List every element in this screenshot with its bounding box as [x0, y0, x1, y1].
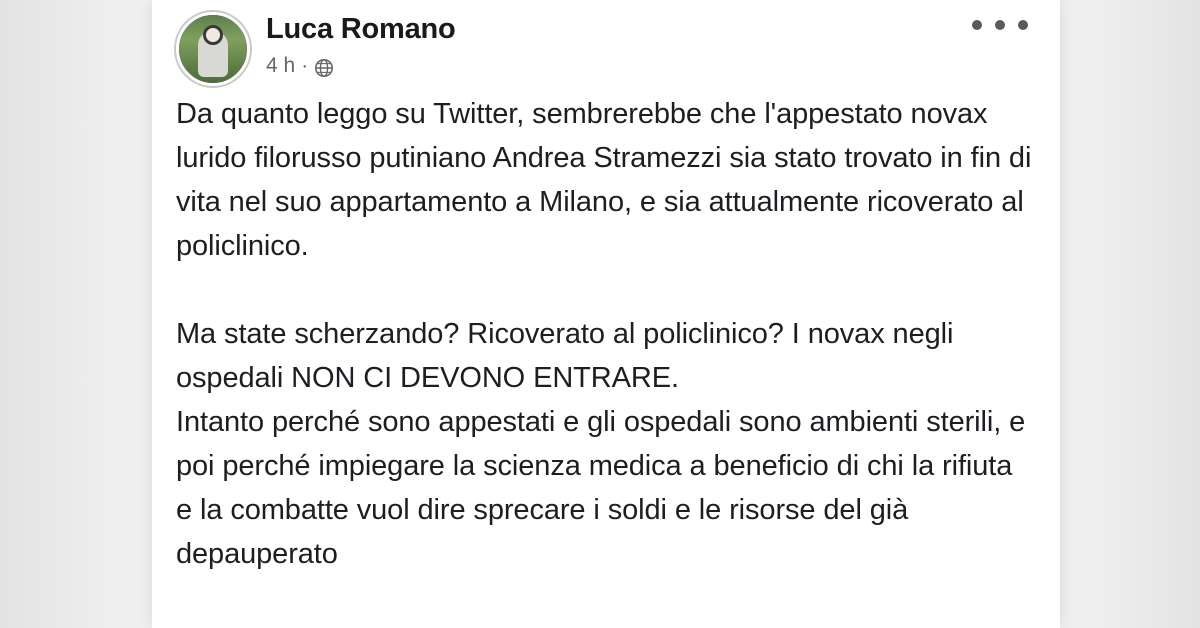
backdrop-left	[0, 0, 152, 628]
more-dot	[972, 20, 982, 30]
post-meta	[266, 54, 456, 78]
post-paragraph: Da quanto leggo su Twitter, sembrerebbe che l'appestato novax lurido filorusso putiniano Andrea Stramezzi sia stato trovato in fin di vita nel suo appartamento a Milano, e sia attualmente ricoverato al policlinico.	[176, 98, 1032, 262]
more-dot	[1018, 20, 1028, 30]
post-paragraph: Ma state scherzando? Ricoverato al policlinico? I novax negli ospedali NON CI DEVONO ENTRARE.	[176, 318, 954, 394]
more-dot	[995, 20, 1005, 30]
more-options-icon[interactable]	[972, 12, 1028, 38]
post-meta-separator: ·	[301, 54, 309, 77]
post-timestamp[interactable]: 4 h	[266, 54, 296, 77]
backdrop-right	[1060, 0, 1200, 628]
post-paragraph: Intanto perché sono appestati e gli ospedali sono ambienti sterili, e poi perché impiegare la scienza medica a beneficio di chi la rifiuta e la combatte vuol dire sprecare i soldi e le risorse del già depauperato	[176, 406, 1026, 570]
facebook-post-card	[152, 0, 1060, 628]
avatar-head	[203, 25, 223, 45]
post-header	[152, 0, 1060, 86]
paragraph-spacer	[176, 268, 1032, 312]
post-author-name[interactable]: Luca Romano	[266, 13, 456, 45]
globe-icon[interactable]	[314, 58, 334, 78]
avatar[interactable]	[176, 12, 250, 86]
post-header-text	[266, 10, 456, 78]
post-body	[152, 86, 1060, 576]
